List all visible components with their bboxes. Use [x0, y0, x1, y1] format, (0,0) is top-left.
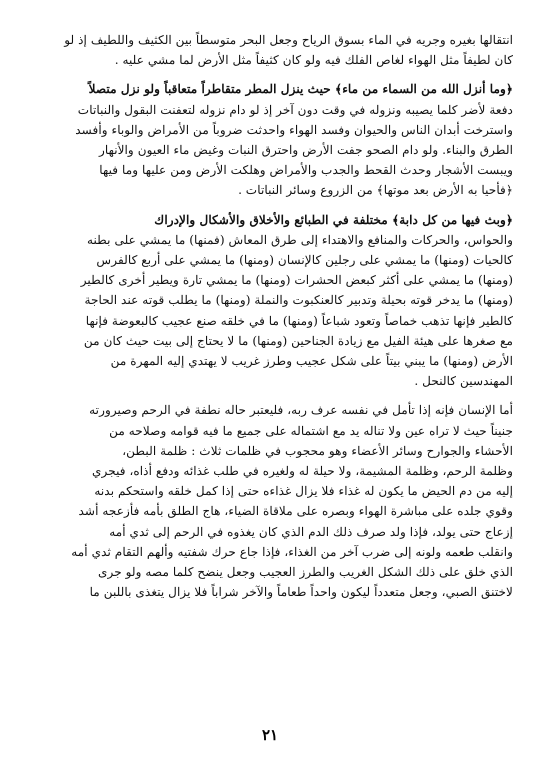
text-line: وقوي جلده على مباشرة الهواء وبصره على ملاقاة الضياء، هاج الطلق بأمه فأزعجه أشد — [78, 504, 513, 519]
text-line: وظلمة الرحم، وظلمة المشيمة، ولا حيلة له ولغيره في طلب غذائه ودفع أذاه، فيجري — [91, 464, 513, 479]
text-line: مع صغرها على هيئة الفيل مع زيادة الجناحين (ومنها) ما لا يحتاج إلى بيت حيث كان من — [83, 333, 513, 348]
text-line: الأرض (ومنها) ما يبني بيتاً على شكل عجيب وطرز غريب لا يهتدي إليه المهرة من — [110, 354, 513, 369]
text-line: ويبست الأشجار وحدث القحط والجدب والأمراض وهلكت الأرض ومن عليها وما فيها — [99, 163, 513, 178]
text-line: دفعة لأضر كلما يصيبه ونزوله في وقت دون آخر إذ لو دام نزوله لتعفنت البقول والنباتات — [77, 102, 513, 117]
text-line: (ومنها) ما يدخر قوته بحيلة وتدبير كالعنكبوت والنملة (ومنها) ما يطلب قوته عند الحاجة — [84, 293, 513, 308]
paragraph-creatures — [30, 210, 513, 392]
page-number: ٢١ — [261, 726, 279, 744]
text-line: ﴿وما أنزل الله من السماء من ماء﴾ حيث ينزل المطر متقاطراً متعاقباً ولو نزل متصلاً — [88, 82, 513, 97]
text-line: ﴿فأحيا به الأرض بعد موتها﴾ من الزروع وسائر النباتات . — [238, 183, 513, 198]
text-line: الطرق والبناء. ولو دام الصحو جفت الأرض واحترق النبات وغيض ماء العيون والأنهار — [98, 143, 513, 158]
text-line: كالحيات (ومنها) ما يمشي على رجلين كالإنسان (ومنها) ما يمشي على أربع كالفرس — [96, 253, 513, 268]
text-line: المهندسين كالنحل . — [414, 374, 513, 389]
text-line: كان لطيفاً مثل الهواء لغاص الفلك فيه ولو كان كثيفاً مثل الأرض لما مشي عليه . — [114, 53, 513, 68]
text-line: (ومنها) ما يمشي على أكثر كبعض الحشرات (ومنها) ما يمشي تارة ويطير أخرى كالطير — [80, 273, 513, 288]
text-line: لاختنق الصبي، وجعل متعدداً ليكون واحداً طعاماً والآخر شراباً فلا يزال يتغذى باللبن ما — [89, 585, 513, 600]
text-line: أما الإنسان فإنه إذا تأمل في نفسه عرف ربه، فليعتبر حاله نطفة في الرحم وصيرورته — [89, 403, 513, 418]
paragraph-ship-sea — [30, 30, 513, 70]
text-line: واسترخت أبدان الناس والحيوان وفسد الهواء واحدثت ضروباً من الأمراض والوباء وأفسد — [75, 122, 513, 137]
text-line: ﴿وبث فيها من كل دابة﴾ مختلفة في الطبائع والأخلاق والأشكال والإدراك — [154, 212, 513, 227]
text-line: انتقالها بغيره وجريه في الماء بسوق الرياح وجعل البحر متوسطاً بين الكثيف واللطيف إذ لو — [64, 33, 513, 47]
paragraph-human — [30, 400, 513, 602]
text-line: إليه من دم الحيض ما يكون له غذاء فلا يزال غذاءه حتى إذا كمل خلقه واستحكم بدنه — [94, 484, 513, 499]
text-line: الأحشاء والجوارح وسائر الأعضاء وهو محجوب في ظلمات ثلاث : ظلمة البطن، — [122, 443, 513, 458]
text-line: كالطير فإنها تذهب خماصاً وتعود شباعاً (ومنها) ما في خلقه صنع عجيب كالبعوضة فإنها — [85, 313, 513, 328]
text-line: وانقلب طعمه ولونه إلى ضرب آخر من الغذاء، فإذا جاع حرك شفتيه وألهم التقام ثدي أمه — [71, 544, 513, 559]
text-line: والحواس، والحركات والمنافع والاهتداء إلى طرق المعاش (فمنها) ما يمشي على بطنه — [86, 232, 513, 247]
text-line: إزعاج حتى يولد، فإذا ولد صرف ذلك الدم الذي كان يغذوه في الرحم إلى ثدي أمه — [109, 524, 513, 539]
paragraph-rain — [30, 79, 513, 200]
text-line: الذي خلق على ذلك الشكل الغريب والطرز العجيب وجعل ينضح كلما مصه ولو جرى — [97, 565, 513, 580]
text-line: جنيناً حيث لا تراه عين ولا تناله يد مع اشتماله على جميع ما فيه قوامه وصلاحه من — [109, 423, 513, 438]
